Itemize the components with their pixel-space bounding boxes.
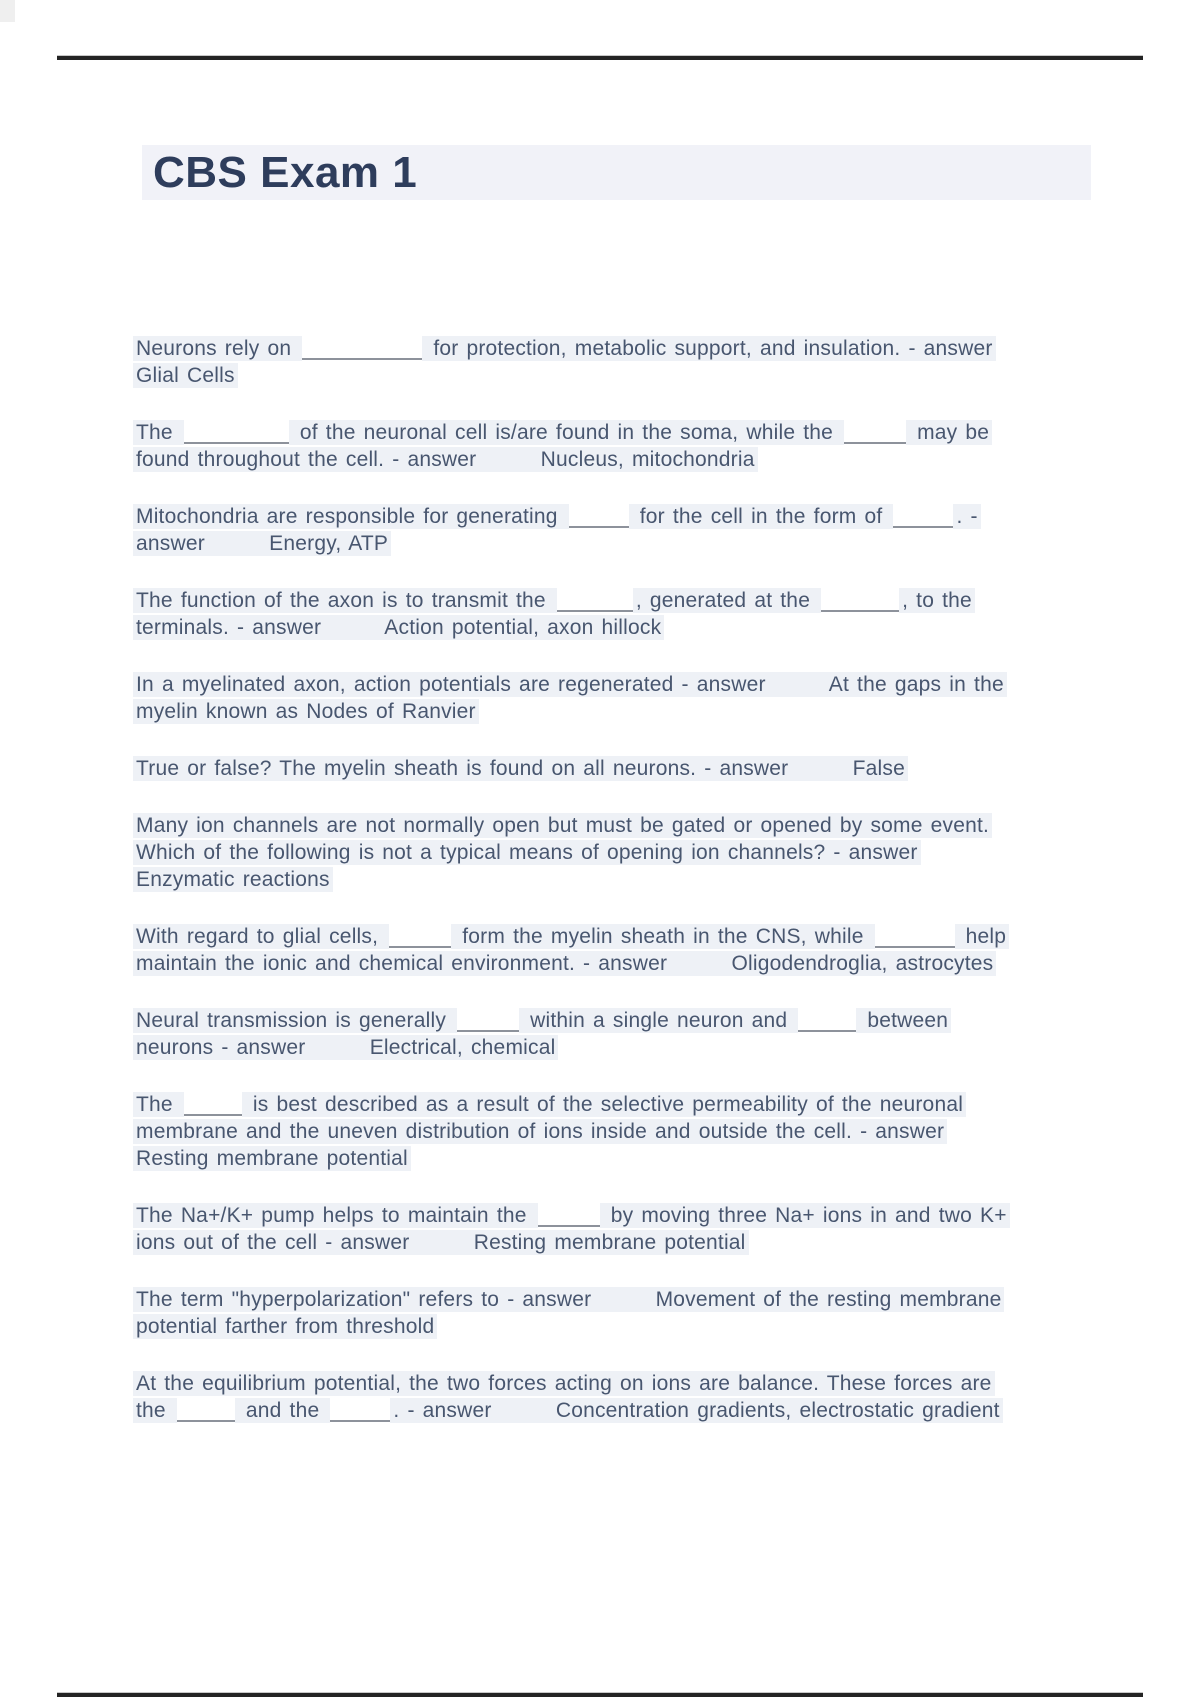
text-run: At the equilibrium potential, the two forces acting on ions are balance. These forces are xyxy=(133,1371,995,1396)
text-run: . - xyxy=(953,504,980,529)
text-run: Neurons rely on xyxy=(133,336,302,361)
page-title: CBS Exam 1 xyxy=(153,148,418,197)
text-run: The Na+/K+ pump helps to maintain the xyxy=(133,1203,538,1228)
qa-line xyxy=(133,950,1093,977)
qa-line xyxy=(133,839,1093,866)
qa-line xyxy=(133,362,1093,389)
qa-line xyxy=(133,698,1093,725)
qa-line xyxy=(133,614,1093,641)
text-run: may be xyxy=(906,420,992,445)
text-run: help xyxy=(955,924,1010,949)
qa-line xyxy=(133,446,1093,473)
qa-paragraph xyxy=(133,587,1093,641)
qa-line xyxy=(133,1091,1093,1118)
text-run: Which of the following is not a typical means of opening ion channels? - answer xyxy=(133,840,921,865)
text-run: within a single neuron and xyxy=(519,1008,798,1033)
qa-paragraph xyxy=(133,1370,1093,1424)
text-run: terminals. - answer Action potential, axon hillock xyxy=(133,615,664,640)
text-run: maintain the ionic and chemical environment. - answer Oligodendroglia, astrocytes xyxy=(133,951,996,976)
qa-line xyxy=(133,1370,1093,1397)
text-run: The xyxy=(133,1092,184,1117)
text-run: neurons - answer Electrical, chemical xyxy=(133,1035,558,1060)
text-run: Glial Cells xyxy=(133,363,238,388)
qa-paragraph xyxy=(133,1091,1093,1172)
blank-field xyxy=(538,1205,600,1227)
blank-field xyxy=(557,590,633,612)
qa-paragraph xyxy=(133,1202,1093,1256)
text-run: The xyxy=(133,420,184,445)
text-run: . - answer Concentration gradients, electrostatic gradient xyxy=(390,1398,1002,1423)
qa-line xyxy=(133,1034,1093,1061)
qa-line xyxy=(133,530,1093,557)
text-run: the xyxy=(133,1398,177,1423)
blank-field xyxy=(875,926,955,948)
qa-paragraph xyxy=(133,755,1093,782)
qa-line xyxy=(133,866,1093,893)
text-run: between xyxy=(856,1008,951,1033)
title-bar xyxy=(142,145,1091,200)
text-run: and the xyxy=(235,1398,331,1423)
text-run: is best described as a result of the selective permeability of the neuronal xyxy=(242,1092,966,1117)
blank-field xyxy=(893,506,953,528)
scan-corner-artifact xyxy=(0,0,15,22)
qa-line xyxy=(133,1229,1093,1256)
blank-field xyxy=(330,1400,390,1422)
qa-line xyxy=(133,923,1093,950)
qa-paragraph xyxy=(133,335,1093,389)
text-run: Enzymatic reactions xyxy=(133,867,333,892)
qa-paragraph xyxy=(133,1007,1093,1061)
blank-field xyxy=(569,506,629,528)
text-run: for the cell in the form of xyxy=(629,504,894,529)
text-run: Neural transmission is generally xyxy=(133,1008,457,1033)
qa-paragraph xyxy=(133,503,1093,557)
blank-field xyxy=(302,338,422,360)
blank-field xyxy=(821,590,899,612)
blank-field xyxy=(798,1010,856,1032)
text-run: membrane and the uneven distribution of ions inside and outside the cell. - answer xyxy=(133,1119,947,1144)
qa-line xyxy=(133,1313,1093,1340)
qa-paragraph xyxy=(133,1286,1093,1340)
bottom-rule xyxy=(57,1692,1143,1697)
text-run: The function of the axon is to transmit the xyxy=(133,588,557,613)
text-run: form the myelin sheath in the CNS, while xyxy=(451,924,874,949)
qa-line xyxy=(133,1145,1093,1172)
qa-paragraph xyxy=(133,812,1093,893)
blank-field xyxy=(457,1010,519,1032)
blank-field xyxy=(844,422,906,444)
qa-line xyxy=(133,1202,1093,1229)
qa-line xyxy=(133,1397,1093,1424)
qa-paragraph xyxy=(133,419,1093,473)
text-run: With regard to glial cells, xyxy=(133,924,389,949)
qa-line xyxy=(133,1286,1093,1313)
blank-field xyxy=(184,422,289,444)
qa-line xyxy=(133,419,1093,446)
text-run: by moving three Na+ ions in and two K+ xyxy=(600,1203,1010,1228)
text-run: for protection, metabolic support, and insulation. - answer xyxy=(422,336,995,361)
text-run: Resting membrane potential xyxy=(133,1146,411,1171)
text-run: , generated at the xyxy=(633,588,821,613)
blank-field xyxy=(389,926,451,948)
qa-paragraph xyxy=(133,671,1093,725)
qa-line xyxy=(133,335,1093,362)
qa-line xyxy=(133,812,1093,839)
top-rule xyxy=(57,55,1143,60)
text-run: found throughout the cell. - answer Nucleus, mitochondria xyxy=(133,447,758,472)
qa-line xyxy=(133,587,1093,614)
text-run: In a myelinated axon, action potentials are regenerated - answer At the gaps in the xyxy=(133,672,1007,697)
blank-field xyxy=(177,1400,235,1422)
blank-field xyxy=(184,1094,242,1116)
qa-line xyxy=(133,671,1093,698)
text-run: True or false? The myelin sheath is found on all neurons. - answer False xyxy=(133,756,908,781)
qa-line xyxy=(133,503,1093,530)
text-run: The term "hyperpolarization" refers to - answer Movement of the resting membrane xyxy=(133,1287,1004,1312)
text-run: myelin known as Nodes of Ranvier xyxy=(133,699,479,724)
text-run: ions out of the cell - answer Resting membrane potential xyxy=(133,1230,749,1255)
text-run: answer Energy, ATP xyxy=(133,531,391,556)
qa-line xyxy=(133,755,1093,782)
text-run: of the neuronal cell is/are found in the soma, while the xyxy=(289,420,844,445)
qa-paragraph xyxy=(133,923,1093,977)
qa-line xyxy=(133,1118,1093,1145)
text-run: potential farther from threshold xyxy=(133,1314,437,1339)
text-run: , to the xyxy=(899,588,975,613)
qa-line xyxy=(133,1007,1093,1034)
text-run: Many ion channels are not normally open but must be gated or opened by some event. xyxy=(133,813,992,838)
document-body xyxy=(133,335,1093,1454)
text-run: Mitochondria are responsible for generating xyxy=(133,504,569,529)
